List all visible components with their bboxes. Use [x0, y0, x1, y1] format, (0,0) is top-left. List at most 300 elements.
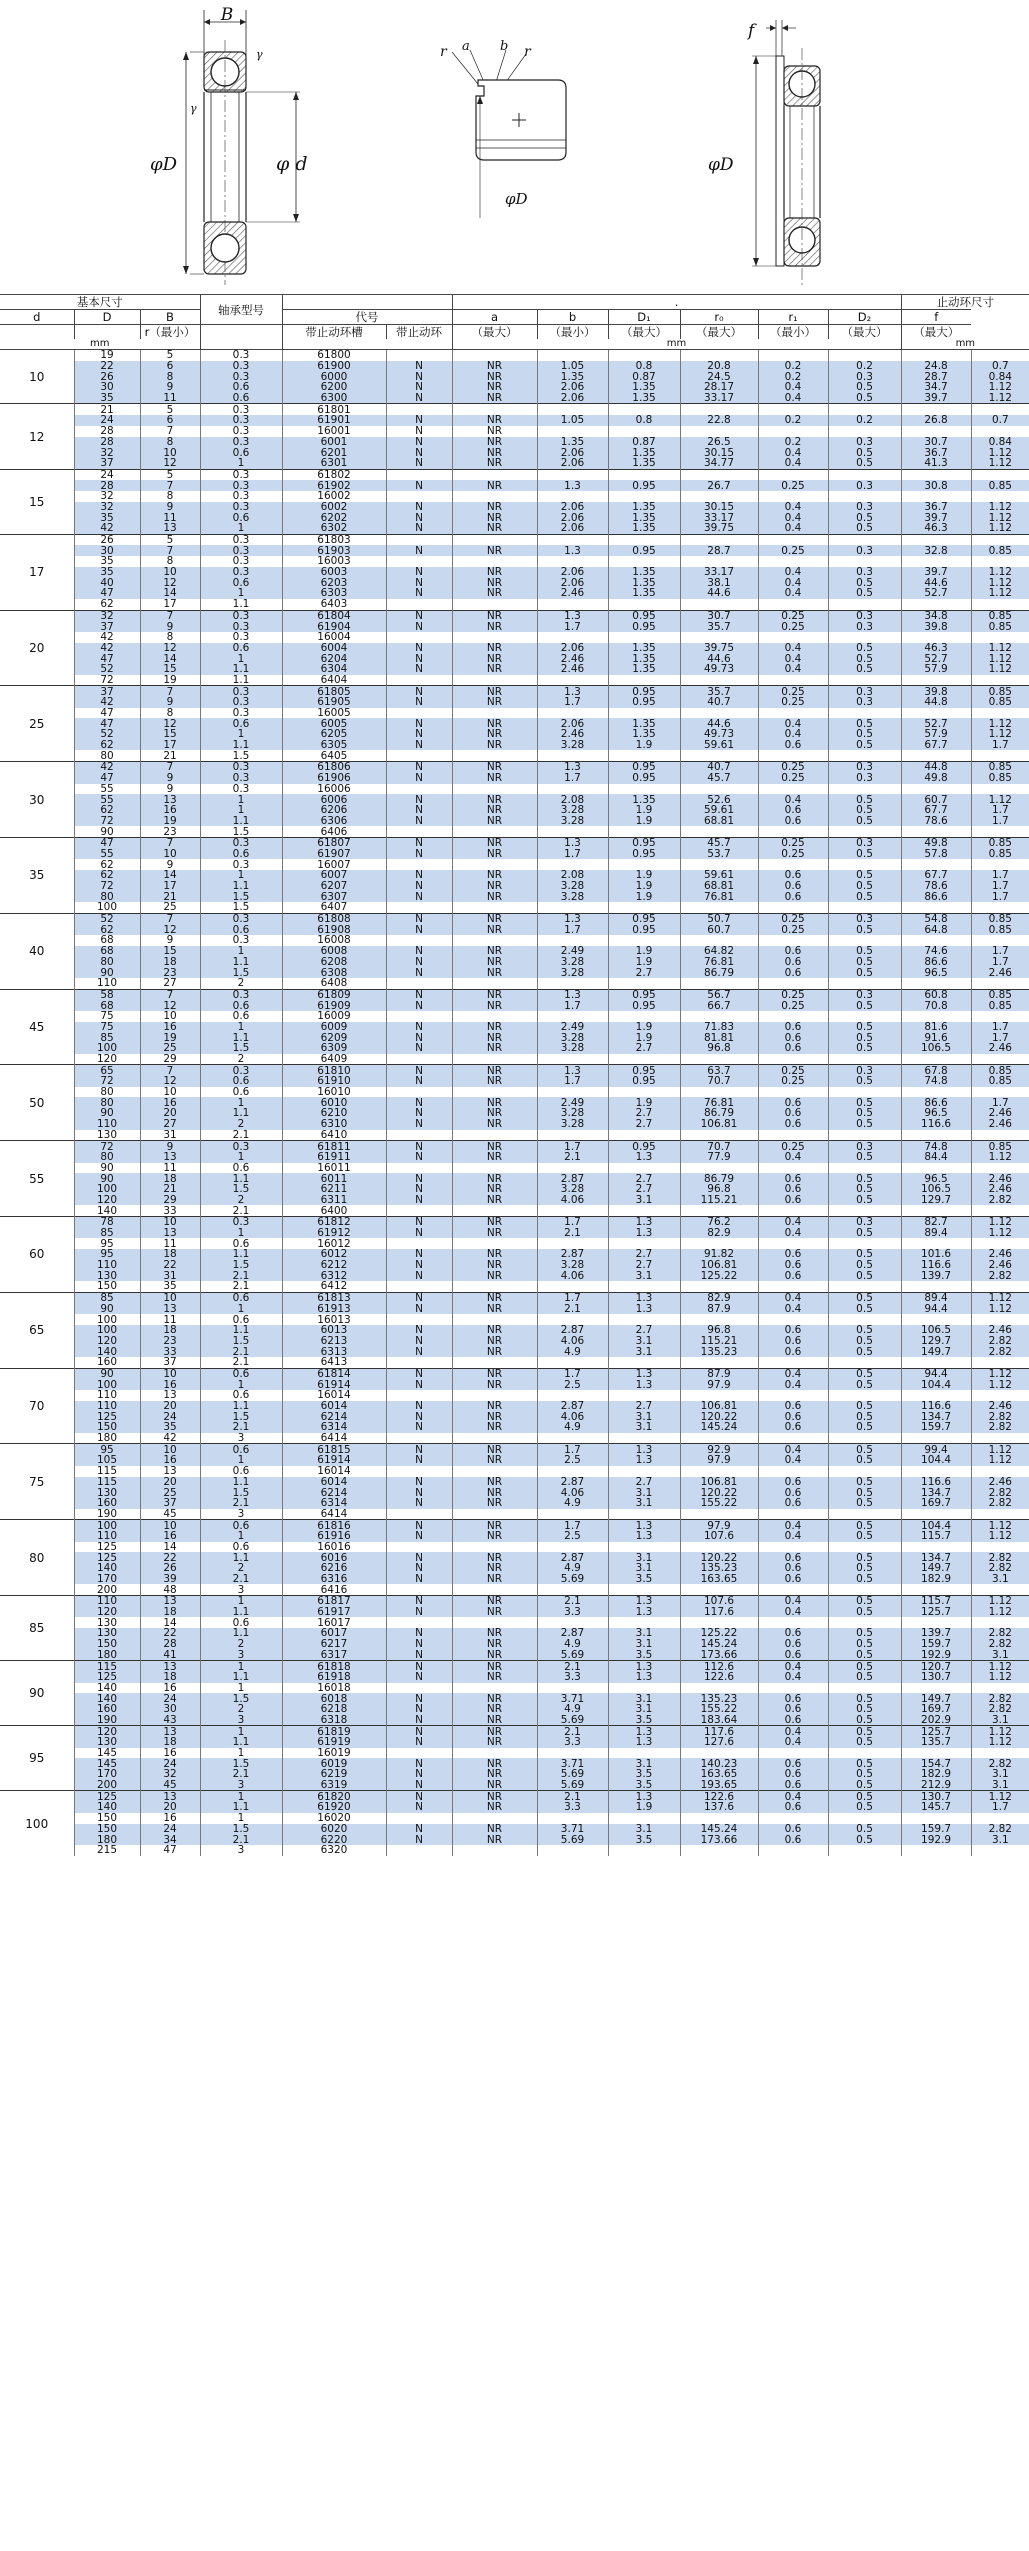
cell-with-ring: [452, 1813, 537, 1824]
cell-D1: 40.7: [680, 762, 758, 773]
cell-with-ring: NR: [452, 946, 537, 957]
table-row: [0, 1758, 1029, 1769]
cell-r: 1.1: [200, 1401, 282, 1412]
cell-r1: 0.5: [828, 577, 901, 588]
table-row: [0, 784, 1029, 795]
table-row: [0, 989, 1029, 1000]
cell-r1: 0.5: [828, 1422, 901, 1433]
cell-D: 180: [74, 1650, 140, 1661]
cell-D2: [901, 1466, 971, 1477]
cell-D: 37: [74, 458, 140, 469]
table-row: [0, 621, 1029, 632]
cell-D1: 125.22: [680, 1628, 758, 1639]
cell-with-ring: NR: [452, 1379, 537, 1390]
cell-with-ring: NR: [452, 1726, 537, 1737]
table-row: [0, 610, 1029, 621]
cell-D1: 163.65: [680, 1769, 758, 1780]
table-row: [0, 426, 1029, 437]
cell-r0: 0.6: [758, 1043, 828, 1054]
cell-D2: 154.7: [901, 1758, 971, 1769]
table-row: [0, 1076, 1029, 1087]
cell-b: 3.5: [608, 1715, 680, 1726]
cell-r0: 0.6: [758, 1260, 828, 1271]
cell-r0: 0.25: [758, 621, 828, 632]
cell-b: 1.35: [608, 577, 680, 588]
cell-r0: [758, 935, 828, 946]
cell-D: 80: [74, 1087, 140, 1098]
cell-b: [608, 708, 680, 719]
cell-model: 6006: [282, 794, 386, 805]
cell-B: 15: [140, 664, 200, 675]
cell-D2: [901, 1163, 971, 1174]
cell-a: [537, 469, 608, 480]
cell-B: 47: [140, 1845, 200, 1856]
cell-a: [537, 708, 608, 719]
cell-B: 7: [140, 837, 200, 848]
cell-B: 7: [140, 762, 200, 773]
cell-a: [537, 1584, 608, 1595]
cell-D: 90: [74, 1368, 140, 1379]
cell-f: [971, 902, 1029, 913]
label-D: φD: [150, 154, 178, 175]
cell-r1: [828, 1390, 901, 1401]
cell-r0: 0.4: [758, 653, 828, 664]
cell-B: 16: [140, 1097, 200, 1108]
cell-D: 75: [74, 1011, 140, 1022]
cell-r: 1.1: [200, 675, 282, 686]
cell-with-ring: NR: [452, 957, 537, 968]
cell-model: 16005: [282, 708, 386, 719]
cell-D1: 87.9: [680, 1368, 758, 1379]
cell-D: 95: [74, 1238, 140, 1249]
cell-ring-groove: N: [386, 1477, 452, 1488]
cell-a: 5.69: [537, 1769, 608, 1780]
cell-D: 105: [74, 1455, 140, 1466]
table-row: [0, 1824, 1029, 1835]
table-row: [0, 1228, 1029, 1239]
table-row: [0, 870, 1029, 881]
cell-with-ring: NR: [452, 393, 537, 404]
cell-B: 15: [140, 946, 200, 957]
cell-with-ring: NR: [452, 371, 537, 382]
cell-r: 1: [200, 1683, 282, 1694]
cell-D2: 57.9: [901, 729, 971, 740]
cell-r1: 0.5: [828, 729, 901, 740]
cell-model: 6218: [282, 1704, 386, 1715]
cell-D: 80: [74, 1097, 140, 1108]
cell-r0: 0.4: [758, 1444, 828, 1455]
cell-with-ring: [452, 1087, 537, 1098]
cell-with-ring: [452, 1163, 537, 1174]
cell-b: 3.5: [608, 1574, 680, 1585]
cell-r: 1.1: [200, 1552, 282, 1563]
cell-r: 0.6: [200, 1011, 282, 1022]
label-f: f: [748, 21, 755, 41]
cell-with-ring: NR: [452, 1195, 537, 1206]
cell-r0: 0.4: [758, 458, 828, 469]
cell-model: 16012: [282, 1238, 386, 1249]
cell-with-ring: NR: [452, 697, 537, 708]
cell-r1: 0.5: [828, 891, 901, 902]
cell-with-ring: NR: [452, 1628, 537, 1639]
cell-r0: 0.6: [758, 1802, 828, 1813]
cell-D2: [901, 350, 971, 361]
cell-with-ring: [452, 935, 537, 946]
cell-with-ring: NR: [452, 1531, 537, 1542]
cell-r0: 0.6: [758, 1119, 828, 1130]
cell-a: 5.69: [537, 1574, 608, 1585]
cell-D2: 212.9: [901, 1780, 971, 1791]
cell-D: 28: [74, 437, 140, 448]
cell-r0: 0.6: [758, 1195, 828, 1206]
table-row: [0, 1487, 1029, 1498]
cell-B: 11: [140, 512, 200, 523]
cell-model: 61805: [282, 686, 386, 697]
table-row: [0, 1379, 1029, 1390]
cell-r: 0.3: [200, 773, 282, 784]
cell-D: 62: [74, 870, 140, 881]
cell-b: 1.3: [608, 1304, 680, 1315]
cell-ring-groove: N: [386, 1737, 452, 1748]
cell-a: 2.06: [537, 523, 608, 534]
cell-with-ring: NR: [452, 881, 537, 892]
cell-r1: 0.3: [828, 437, 901, 448]
label-r0-right: r: [524, 44, 531, 60]
cell-r1: 0.5: [828, 1184, 901, 1195]
cell-b: 3.5: [608, 1780, 680, 1791]
cell-D2: 134.7: [901, 1552, 971, 1563]
cell-D1: 125.22: [680, 1270, 758, 1281]
cell-a: 2.06: [537, 393, 608, 404]
cell-f: 0.85: [971, 686, 1029, 697]
cell-model: 6212: [282, 1260, 386, 1271]
cell-f: 1.7: [971, 891, 1029, 902]
cell-f: 0.85: [971, 849, 1029, 860]
cell-a: 2.5: [537, 1531, 608, 1542]
cell-r0: 0.4: [758, 1520, 828, 1531]
cell-model: 61912: [282, 1228, 386, 1239]
cell-D2: 84.4: [901, 1152, 971, 1163]
cell-a: 3.28: [537, 967, 608, 978]
cell-B: 13: [140, 794, 200, 805]
cell-f: [971, 826, 1029, 837]
cell-model: 61903: [282, 545, 386, 556]
cell-model: 61920: [282, 1802, 386, 1813]
cell-r1: 0.5: [828, 1498, 901, 1509]
cell-a: 2.49: [537, 946, 608, 957]
table-row: [0, 957, 1029, 968]
cell-D1: 155.22: [680, 1498, 758, 1509]
cell-r: 0.3: [200, 632, 282, 643]
cell-f: 1.7: [971, 870, 1029, 881]
cell-f: 3.1: [971, 1574, 1029, 1585]
cell-a: 2.06: [537, 643, 608, 654]
cell-a: 2.08: [537, 794, 608, 805]
cell-r: 1: [200, 1596, 282, 1607]
cell-r: 0.3: [200, 361, 282, 372]
cell-ring-groove: [386, 708, 452, 719]
cell-model: 6314: [282, 1422, 386, 1433]
table-row: [0, 1726, 1029, 1737]
label-a: a: [462, 39, 470, 54]
cell-B: 12: [140, 458, 200, 469]
cell-r0: 0.6: [758, 1270, 828, 1281]
table-row: [0, 1477, 1029, 1488]
cell-r1: 0.2: [828, 361, 901, 372]
cell-b: 1.3: [608, 1444, 680, 1455]
cell-r1: 0.5: [828, 1477, 901, 1488]
cell-D: 42: [74, 523, 140, 534]
cell-ring-groove: [386, 826, 452, 837]
cell-D: 42: [74, 697, 140, 708]
unit-mm-basic: mm: [0, 339, 200, 350]
cell-r0: 0.6: [758, 1249, 828, 1260]
cell-with-ring: [452, 1011, 537, 1022]
cell-r1: 0.5: [828, 967, 901, 978]
cell-ring-groove: N: [386, 837, 452, 848]
cell-with-ring: NR: [452, 1791, 537, 1802]
cell-D2: 130.7: [901, 1791, 971, 1802]
table-row: [0, 1498, 1029, 1509]
cell-a: 4.9: [537, 1563, 608, 1574]
cell-f: 2.82: [971, 1704, 1029, 1715]
cell-r0: 0.25: [758, 837, 828, 848]
cell-ring-groove: N: [386, 653, 452, 664]
cell-model: 16006: [282, 784, 386, 795]
cell-D2: 70.8: [901, 1000, 971, 1011]
cell-B: 7: [140, 913, 200, 924]
cell-model: 16002: [282, 491, 386, 502]
cell-D2: 78.6: [901, 881, 971, 892]
cell-D1: 30.15: [680, 502, 758, 513]
cell-b: 0.95: [608, 697, 680, 708]
cell-r0: [758, 859, 828, 870]
cell-with-ring: NR: [452, 621, 537, 632]
cell-ring-groove: N: [386, 1108, 452, 1119]
cell-a: [537, 826, 608, 837]
cell-f: 0.85: [971, 773, 1029, 784]
label-d: φ d: [276, 153, 308, 175]
cell-a: 2.87: [537, 1173, 608, 1184]
cell-B: 24: [140, 1758, 200, 1769]
cell-ring-groove: [386, 1163, 452, 1174]
cell-r1: [828, 404, 901, 415]
cell-a: 4.06: [537, 1270, 608, 1281]
cell-D2: 99.4: [901, 1444, 971, 1455]
cell-B: 37: [140, 1498, 200, 1509]
cell-f: 1.12: [971, 1791, 1029, 1802]
cell-r0: 0.6: [758, 1563, 828, 1574]
cell-f: 0.7: [971, 415, 1029, 426]
cell-ring-groove: N: [386, 447, 452, 458]
cell-D1: [680, 534, 758, 545]
cell-r: 1: [200, 653, 282, 664]
cell-D2: 159.7: [901, 1422, 971, 1433]
cell-r: 2.1: [200, 1346, 282, 1357]
cell-D1: [680, 1205, 758, 1216]
cell-B: 5: [140, 534, 200, 545]
cell-r: 0.3: [200, 989, 282, 1000]
cell-B: 14: [140, 1617, 200, 1628]
cell-r1: [828, 1163, 901, 1174]
cell-r0: [758, 1617, 828, 1628]
cell-D: 72: [74, 1141, 140, 1152]
cell-b: [608, 1238, 680, 1249]
cell-B: 9: [140, 784, 200, 795]
cell-a: 3.3: [537, 1672, 608, 1683]
cell-r: 0.3: [200, 784, 282, 795]
cell-B: 10: [140, 1011, 200, 1022]
cell-with-ring: [452, 1238, 537, 1249]
cell-D: 110: [74, 1531, 140, 1542]
cell-f: 0.85: [971, 1141, 1029, 1152]
cell-r1: 0.3: [828, 762, 901, 773]
cell-b: [608, 1542, 680, 1553]
cell-r0: [758, 1281, 828, 1292]
cell-f: 1.12: [971, 577, 1029, 588]
cell-b: 3.1: [608, 1563, 680, 1574]
cell-D: 150: [74, 1813, 140, 1824]
cell-D1: [680, 1314, 758, 1325]
cell-ring-groove: N: [386, 643, 452, 654]
cell-D1: 45.7: [680, 773, 758, 784]
cell-with-ring: NR: [452, 588, 537, 599]
cell-with-ring: NR: [452, 1325, 537, 1336]
cell-D: 35: [74, 393, 140, 404]
cell-r0: 0.6: [758, 1097, 828, 1108]
cell-with-ring: NR: [452, 1119, 537, 1130]
cell-r0: 0.4: [758, 643, 828, 654]
cell-D: 180: [74, 1834, 140, 1845]
cell-model: 6203: [282, 577, 386, 588]
cell-model: 6213: [282, 1336, 386, 1347]
table-row: [0, 653, 1029, 664]
cell-D: 55: [74, 784, 140, 795]
cell-b: 1.35: [608, 794, 680, 805]
cell-r: 1.5: [200, 1043, 282, 1054]
cell-b: 0.95: [608, 545, 680, 556]
cell-f: 1.12: [971, 458, 1029, 469]
cell-f: [971, 1845, 1029, 1856]
cell-ring-groove: N: [386, 1336, 452, 1347]
cell-B: 5: [140, 350, 200, 361]
cell-D1: 68.81: [680, 881, 758, 892]
cell-r1: 0.5: [828, 1661, 901, 1672]
cell-ring-groove: N: [386, 1607, 452, 1618]
cell-a: [537, 1813, 608, 1824]
cell-ring-groove: N: [386, 1596, 452, 1607]
cell-a: [537, 1087, 608, 1098]
cell-ring-groove: N: [386, 1628, 452, 1639]
cell-d: 85: [0, 1596, 74, 1661]
cell-with-ring: NR: [452, 1693, 537, 1704]
cell-b: 2.7: [608, 1184, 680, 1195]
cell-B: 8: [140, 491, 200, 502]
table-row: [0, 447, 1029, 458]
cell-a: 1.7: [537, 1000, 608, 1011]
cell-r: 1: [200, 1455, 282, 1466]
cell-d: 60: [0, 1217, 74, 1293]
label-gamma-top: γ: [256, 48, 263, 61]
cell-ring-groove: N: [386, 729, 452, 740]
cell-r: 0.6: [200, 643, 282, 654]
cell-r: 0.3: [200, 426, 282, 437]
table-row: [0, 1791, 1029, 1802]
cell-D2: 139.7: [901, 1270, 971, 1281]
cell-ring-groove: [386, 1087, 452, 1098]
cell-model: 61914: [282, 1455, 386, 1466]
cell-r1: [828, 1509, 901, 1520]
table-row: [0, 816, 1029, 827]
cell-f: [971, 599, 1029, 610]
cell-ring-groove: N: [386, 437, 452, 448]
table-row: [0, 1715, 1029, 1726]
cell-D: 40: [74, 577, 140, 588]
cell-b: [608, 1509, 680, 1520]
cell-r0: 0.4: [758, 577, 828, 588]
cell-model: 16011: [282, 1163, 386, 1174]
cell-D2: 26.8: [901, 415, 971, 426]
cell-r1: 0.5: [828, 1152, 901, 1163]
cell-D: 26: [74, 534, 140, 545]
cell-D2: 116.6: [901, 1260, 971, 1271]
cell-r: 0.6: [200, 849, 282, 860]
table-row: [0, 534, 1029, 545]
header-dot: .: [452, 295, 901, 310]
cell-with-ring: NR: [452, 1704, 537, 1715]
snap-ring-groove-figure: [440, 39, 566, 218]
cell-B: 14: [140, 588, 200, 599]
cell-ring-groove: [386, 1130, 452, 1141]
cell-a: 1.35: [537, 437, 608, 448]
cell-with-ring: NR: [452, 1217, 537, 1228]
cell-ring-groove: N: [386, 1791, 452, 1802]
cell-B: 7: [140, 989, 200, 1000]
cell-B: 25: [140, 1043, 200, 1054]
cell-r0: [758, 404, 828, 415]
cell-D1: 106.81: [680, 1260, 758, 1271]
cell-with-ring: [452, 750, 537, 761]
cell-model: 6316: [282, 1574, 386, 1585]
table-row: [0, 1022, 1029, 1033]
cell-D: 47: [74, 708, 140, 719]
cell-r1: 0.5: [828, 1824, 901, 1835]
cell-B: 8: [140, 708, 200, 719]
cell-a: 1.3: [537, 837, 608, 848]
cell-ring-groove: N: [386, 567, 452, 578]
cell-model: 6310: [282, 1119, 386, 1130]
cell-with-ring: NR: [452, 1368, 537, 1379]
cell-D2: 159.7: [901, 1639, 971, 1650]
cell-with-ring: [452, 708, 537, 719]
table-row: [0, 1249, 1029, 1260]
cell-r1: [828, 426, 901, 437]
cell-r1: 0.5: [828, 1791, 901, 1802]
cell-ring-groove: N: [386, 1672, 452, 1683]
cell-r1: 0.5: [828, 458, 901, 469]
cell-D: 68: [74, 946, 140, 957]
cell-D1: 96.8: [680, 1325, 758, 1336]
table-row: [0, 632, 1029, 643]
cell-ring-groove: N: [386, 1260, 452, 1271]
cell-r1: 0.5: [828, 1726, 901, 1737]
cell-D: 130: [74, 1617, 140, 1628]
cell-D: 125: [74, 1542, 140, 1553]
cell-a: 4.9: [537, 1346, 608, 1357]
cell-ring-groove: N: [386, 870, 452, 881]
table-row: [0, 1152, 1029, 1163]
cell-a: 3.28: [537, 805, 608, 816]
